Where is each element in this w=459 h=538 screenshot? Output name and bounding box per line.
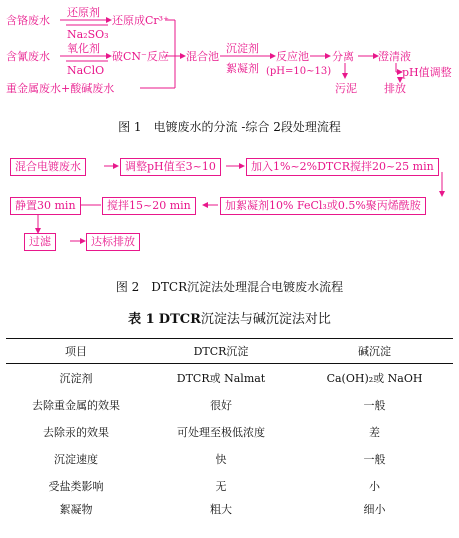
table-cell: 受盐类影响 [48,479,104,493]
header-dtcr: DTCR沉淀 [146,339,296,364]
table-cell: 沉淀速度 [54,452,98,466]
reductant-formula: Na₂SO₃ [67,28,109,41]
discharge-label: 排放 [384,82,406,95]
oxidant-formula: NaClO [67,64,105,77]
ph-condition-note: (pH=10~13) [266,66,332,77]
stir-box: 搅拌15~20 min [102,197,196,215]
table-cell: 絮凝物 [59,503,93,516]
precipitant-label: 沉淀剂 [226,42,259,55]
table-cell: 快 [215,452,227,466]
flocculant-label: 絮凝剂 [226,62,259,75]
table-row [6,499,453,519]
table-cell: DTCR或 Nalmat [176,371,266,385]
chromium-wastewater-label: 含铬废水 [6,14,50,27]
figure1-caption: 图 1 电镀废水的分流 -综合 2段处理流程 [118,120,341,134]
mix-pool-label: 混合池 [186,50,219,63]
cyanide-break-step-label: 破CN⁻反应 [112,50,169,63]
table-cell: 一般 [363,398,386,412]
table-title-number: 表 1 [128,312,155,327]
table-cell: 可处理至极低浓度 [177,425,265,439]
header-alkali: 碱沉淀 [296,339,453,364]
table-row [6,418,453,445]
table-title-text: 沉淀法与碱沉淀法对比 [200,312,331,327]
reduce-step-label: 还原成Cr³⁺ [112,14,169,27]
table-cell: 一般 [363,452,386,466]
add-dtcr-box: 加入1%~2%DTCR搅拌20~25 min [246,158,439,176]
table-row [6,445,453,472]
table-header-row [6,339,453,364]
table-cell: 细小 [363,503,386,516]
comparison-table [6,338,453,519]
table-title-dtcr: DTCR [158,312,201,327]
separation-label: 分离 [332,50,354,63]
table-cell: Ca(OH)₂或 NaOH [326,371,423,385]
figure2-caption: 图 2 DTCR沉淀法处理混合电镀废水流程 [115,280,344,294]
sludge-label: 污泥 [335,82,357,95]
table-cell: 无 [215,479,227,493]
adjust-ph-box: 调整pH值至3~10 [120,158,221,176]
reaction-pool-label: 反应池 [276,50,309,63]
discharge-standard-box: 达标排放 [86,233,140,251]
table-cell: 去除重金属的效果 [32,398,120,412]
table-row [6,391,453,418]
table-cell: 很好 [210,398,232,412]
header-item: 项目 [6,339,146,364]
settle-box: 静置30 min [10,197,81,215]
filter-box: 过滤 [24,233,56,251]
table-cell: 粗大 [210,503,232,516]
mixed-wastewater-box: 混合电镀废水 [10,158,86,176]
table-cell: 去除汞的效果 [43,425,109,439]
add-flocculant-box: 加絮凝剂10% FeCl₃或0.5%聚丙烯酰胺 [220,197,426,215]
table-cell: 差 [369,425,380,439]
table-row [6,472,453,499]
oxidant-label: 氧化剂 [67,42,100,55]
clear-liquid-label: 澄清液 [378,50,411,63]
cyanide-wastewater-label: 含氰废水 [6,50,50,63]
reductant-label: 还原剂 [67,6,100,19]
heavy-metal-acid-base-label: 重金属废水+酸碱废水 [6,82,115,95]
table-cell: 小 [369,479,380,493]
ph-adjust-label: pH值调整 [402,66,452,79]
table-cell: 沉淀剂 [59,371,93,385]
table-title [0,308,459,327]
table-row [6,364,453,392]
